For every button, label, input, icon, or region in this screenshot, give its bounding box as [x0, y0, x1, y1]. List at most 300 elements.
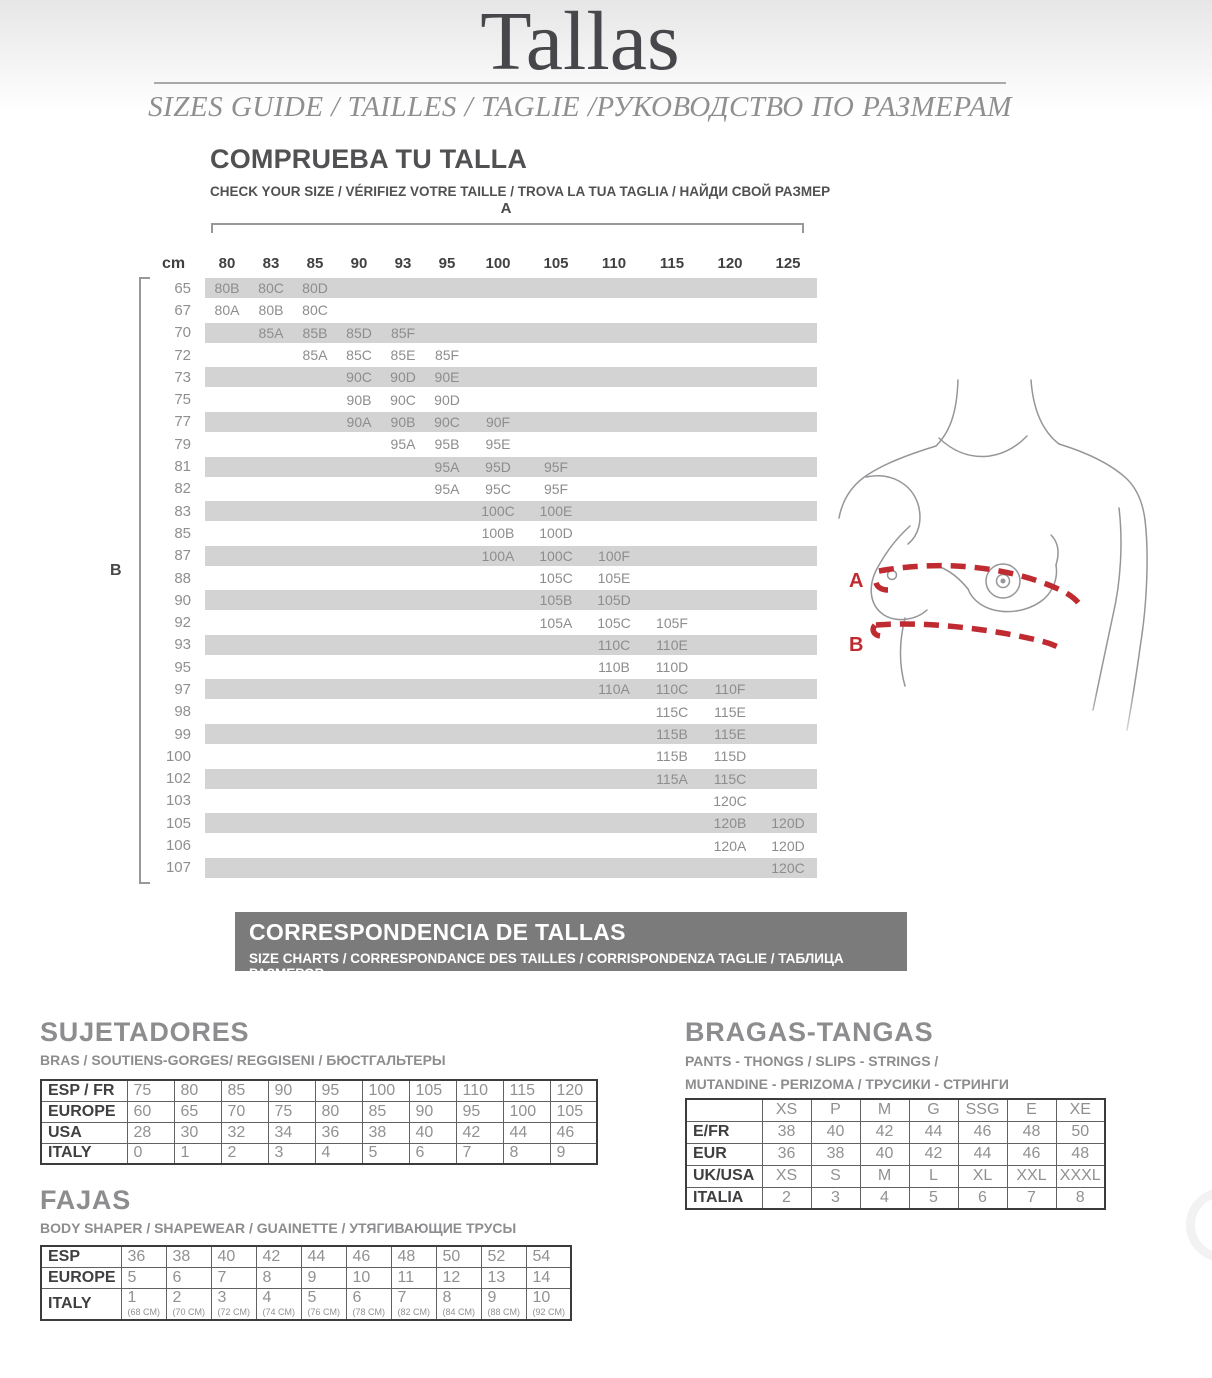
- value-note: (92 CM): [532, 1306, 566, 1317]
- size-value: [315, 1122, 362, 1143]
- value-text: 7: [462, 1144, 472, 1162]
- size-value: [166, 1267, 211, 1288]
- row-cells: [205, 523, 817, 543]
- size-matrix-row: [140, 388, 817, 410]
- value-text: 38: [172, 1247, 191, 1265]
- size-matrix-row: [140, 701, 817, 723]
- size-value: [301, 1246, 346, 1267]
- value-text: XL: [972, 1167, 993, 1184]
- table-row: [686, 1165, 1105, 1187]
- row-cells: [205, 300, 817, 320]
- size-cell: 80A: [214, 302, 240, 319]
- column-header: 85: [306, 254, 324, 272]
- size-cell: 115E: [714, 726, 746, 743]
- size-matrix-row: [140, 322, 817, 344]
- size-cell: 90C: [434, 413, 460, 430]
- size-cell: 100E: [539, 503, 573, 520]
- size-value: [166, 1288, 211, 1320]
- value-text: 44: [509, 1123, 528, 1141]
- size-value: [481, 1246, 526, 1267]
- row-label-cm: 107: [165, 859, 191, 877]
- value-text: 105: [415, 1081, 443, 1099]
- size-value: [481, 1267, 526, 1288]
- row-label-cm: 88: [174, 569, 191, 587]
- value-text: 2: [227, 1144, 237, 1162]
- size-value: [409, 1101, 456, 1122]
- size-value: [481, 1288, 526, 1320]
- bust-axis-label: A: [500, 200, 512, 217]
- value-text: 44: [307, 1247, 326, 1265]
- size-cell: 90F: [485, 413, 511, 430]
- table-row: [41, 1267, 571, 1288]
- size-value: [121, 1246, 166, 1267]
- value-text: 75: [133, 1081, 152, 1099]
- size-matrix-row: [140, 611, 817, 633]
- row-cells: [205, 457, 817, 477]
- size-value: [221, 1101, 268, 1122]
- size-value: [1056, 1143, 1105, 1165]
- size-cell: 85B: [302, 324, 328, 341]
- size-cell: 80C: [302, 302, 328, 319]
- size-value: [256, 1246, 301, 1267]
- size-cell: 110B: [598, 659, 630, 676]
- value-text: 50: [442, 1247, 461, 1265]
- size-matrix-row: [140, 790, 817, 812]
- size-cell: 90D: [434, 391, 460, 408]
- size-cell: 95F: [543, 458, 569, 475]
- size-value: [909, 1143, 958, 1165]
- size-cell: 85A: [258, 324, 284, 341]
- value-text: 10: [532, 1288, 551, 1306]
- size-value: [456, 1101, 503, 1122]
- value-text: 5: [929, 1188, 938, 1206]
- row-label: ITALY: [41, 1288, 121, 1320]
- size-value: [127, 1080, 174, 1101]
- size-cell: 90D: [390, 369, 416, 386]
- size-value: [256, 1288, 301, 1320]
- value-text: 65: [180, 1102, 199, 1120]
- size-matrix-row: [140, 299, 817, 321]
- row-cells: [205, 590, 817, 610]
- value-text: 90: [274, 1081, 293, 1099]
- row-label: ESP: [41, 1246, 121, 1267]
- row-label-cm: 85: [174, 524, 191, 542]
- row-cells: [205, 657, 817, 677]
- table-row: [41, 1101, 597, 1122]
- row-label-cm: 81: [174, 458, 191, 476]
- size-value: [860, 1187, 909, 1209]
- size-value: [811, 1187, 860, 1209]
- size-value: [550, 1143, 597, 1164]
- row-cells: [205, 679, 817, 699]
- row-label-cm: 90: [174, 591, 191, 609]
- pants-table-header-row: [686, 1099, 1105, 1121]
- size-cell: 95D: [485, 458, 511, 475]
- size-cell: 80B: [214, 280, 240, 297]
- row-label: EUR: [686, 1143, 762, 1165]
- size-value: [811, 1143, 860, 1165]
- row-label-cm: 77: [174, 413, 191, 431]
- size-value: [174, 1122, 221, 1143]
- row-label-cm: 102: [165, 770, 191, 788]
- size-cell: 105C: [597, 614, 631, 631]
- page-header: [2, 0, 1158, 124]
- size-value: [958, 1121, 1007, 1143]
- row-label: ITALY: [41, 1143, 127, 1164]
- correspondence-banner: [235, 912, 907, 981]
- column-header: 105: [543, 254, 569, 272]
- sujetadores-title: SUJETADORES: [40, 1017, 250, 1047]
- value-text: 6: [978, 1188, 987, 1206]
- size-value: [909, 1165, 958, 1187]
- table-row: [686, 1143, 1105, 1165]
- column-header: E: [1007, 1099, 1056, 1121]
- row-label-cm: 100: [165, 747, 191, 765]
- size-cell: 105C: [539, 570, 573, 586]
- value-text: XS: [775, 1167, 798, 1184]
- size-value: [762, 1165, 811, 1187]
- value-text: 13: [487, 1268, 506, 1286]
- size-value: [391, 1246, 436, 1267]
- value-text: 42: [262, 1247, 281, 1265]
- size-value: [909, 1187, 958, 1209]
- value-note: (74 CM): [262, 1306, 296, 1317]
- value-text: 8: [1075, 1188, 1085, 1206]
- diagram-underbust-label: B: [849, 634, 864, 656]
- size-matrix-row: [140, 634, 817, 656]
- table-row: [686, 1187, 1105, 1209]
- size-value: [550, 1122, 597, 1143]
- row-label-cm: 98: [174, 703, 191, 721]
- table-row: [41, 1246, 571, 1267]
- value-text: 11: [397, 1268, 415, 1286]
- column-header: 80: [218, 254, 236, 272]
- row-cells: [205, 702, 817, 722]
- value-text: 9: [556, 1144, 566, 1162]
- value-text: 32: [227, 1123, 246, 1141]
- size-matrix-row: [140, 834, 817, 856]
- row-cells: [205, 791, 817, 811]
- size-value: [909, 1121, 958, 1143]
- size-cell: 110A: [598, 681, 630, 698]
- value-text: 40: [826, 1123, 845, 1140]
- size-value: [503, 1080, 550, 1101]
- size-value: [221, 1080, 268, 1101]
- value-text: L: [929, 1167, 938, 1184]
- bragas-subtitle-1: PANTS - THONGS / SLIPS - STRINGS /: [685, 1053, 939, 1069]
- size-value: [1056, 1165, 1105, 1187]
- size-cell: 100B: [481, 525, 515, 542]
- size-value: [121, 1288, 166, 1320]
- size-matrix-row: [140, 678, 817, 700]
- header-empty-cell: [686, 1099, 762, 1121]
- size-cell: 90E: [434, 369, 460, 386]
- size-matrix-row: [140, 589, 817, 611]
- size-cell: 115A: [656, 770, 688, 787]
- row-label: EUROPE: [41, 1101, 127, 1122]
- value-text: 9: [487, 1288, 497, 1306]
- row-label-cm: 65: [174, 279, 191, 297]
- size-cell: 105D: [597, 592, 631, 609]
- size-cell: 120C: [713, 792, 747, 809]
- fajas-title: FAJAS: [40, 1185, 132, 1215]
- row-cells: [205, 546, 817, 566]
- size-cell: 85C: [346, 347, 372, 364]
- size-value: [436, 1288, 481, 1320]
- correspondence-subtitle: SIZE CHARTS / CORRESPONDANCE DES TAILLES / CORRISPONDENZA TAGLIE / ТАБЛИЦА РАЗМЕРОВ: [249, 951, 844, 981]
- row-cells: [205, 412, 817, 432]
- size-value: [174, 1101, 221, 1122]
- value-text: 105: [556, 1102, 584, 1120]
- size-value: [346, 1246, 391, 1267]
- check-size-subtitle: CHECK YOUR SIZE / VÉRIFIEZ VOTRE TAILLE / TROVA LA TUA TAGLIA / НАЙДИ СВОЙ РАЗМЕР: [210, 184, 831, 199]
- size-value: [127, 1143, 174, 1164]
- size-value: [958, 1165, 1007, 1187]
- value-text: 100: [368, 1081, 396, 1099]
- row-label: E/FR: [686, 1121, 762, 1143]
- page-title: Tallas: [480, 0, 680, 88]
- size-value: [550, 1101, 597, 1122]
- row-label: ITALIA: [686, 1187, 762, 1209]
- size-matrix-row: [140, 433, 817, 455]
- size-value: [211, 1288, 256, 1320]
- size-cell: 100F: [598, 547, 630, 564]
- value-note: (78 CM): [352, 1306, 386, 1317]
- size-cell: 120D: [771, 815, 805, 832]
- value-text: 44: [924, 1123, 943, 1140]
- size-cell: 120B: [713, 815, 747, 832]
- size-value: [256, 1267, 301, 1288]
- size-cell: 100C: [481, 503, 515, 520]
- size-value: [346, 1267, 391, 1288]
- size-value: [391, 1267, 436, 1288]
- size-matrix-row: [140, 277, 817, 299]
- value-text: 1: [127, 1288, 137, 1306]
- size-value: [958, 1143, 1007, 1165]
- size-value: [503, 1101, 550, 1122]
- value-text: 8: [262, 1268, 272, 1286]
- value-text: 40: [415, 1123, 434, 1141]
- column-header: 110: [601, 254, 627, 272]
- size-value: [268, 1122, 315, 1143]
- size-cell: 85F: [434, 347, 460, 364]
- size-value: [362, 1122, 409, 1143]
- size-matrix-row: [140, 455, 817, 477]
- value-text: 5: [307, 1288, 317, 1306]
- size-value: [811, 1165, 860, 1187]
- row-cells: [205, 278, 817, 298]
- size-cell: 90C: [390, 391, 416, 408]
- size-value: [762, 1143, 811, 1165]
- size-cell: 85F: [390, 324, 416, 341]
- value-text: 4: [880, 1188, 889, 1206]
- size-matrix-row: [140, 812, 817, 834]
- size-cell: 115B: [656, 748, 688, 765]
- value-text: 34: [274, 1123, 293, 1141]
- row-label-cm: 72: [174, 346, 191, 364]
- value-text: 38: [826, 1145, 845, 1162]
- column-header: XE: [1056, 1099, 1105, 1121]
- row-cells: [205, 568, 817, 588]
- size-value: [362, 1080, 409, 1101]
- column-header: 120: [717, 254, 743, 272]
- column-header: SSG: [958, 1099, 1007, 1121]
- size-value: [211, 1246, 256, 1267]
- pants-size-table: [685, 1098, 1106, 1210]
- size-cell: 100C: [539, 547, 573, 564]
- value-text: 60: [133, 1102, 152, 1120]
- size-matrix-header-cells: [205, 250, 817, 277]
- row-label-cm: 93: [174, 636, 191, 654]
- size-cell: 115E: [714, 703, 746, 720]
- row-cells: [205, 724, 817, 744]
- size-cell: 95F: [543, 480, 569, 497]
- value-text: 6: [415, 1144, 425, 1162]
- figure-fadeout: [830, 690, 1180, 768]
- size-value: [526, 1246, 571, 1267]
- value-text: 115: [509, 1081, 536, 1099]
- row-cells: [205, 434, 817, 454]
- value-text: 75: [274, 1102, 293, 1120]
- size-value: [550, 1080, 597, 1101]
- value-note: (72 CM): [217, 1306, 251, 1317]
- size-matrix-row: [140, 500, 817, 522]
- value-text: 54: [532, 1247, 551, 1265]
- row-label: ESP / FR: [41, 1080, 127, 1101]
- row-cells: [205, 613, 817, 633]
- size-matrix-row: [140, 745, 817, 767]
- value-text: 1: [180, 1144, 190, 1162]
- size-value: [409, 1080, 456, 1101]
- row-label-cm: 75: [174, 391, 191, 409]
- value-text: 2: [782, 1188, 791, 1206]
- size-value: [436, 1267, 481, 1288]
- row-cells: [205, 746, 817, 766]
- value-text: 36: [321, 1123, 340, 1141]
- value-text: 120: [556, 1081, 584, 1099]
- value-text: 70: [227, 1102, 246, 1120]
- size-cell: 120A: [713, 837, 747, 854]
- value-text: 36: [777, 1145, 796, 1162]
- value-text: 9: [307, 1268, 317, 1286]
- size-value: [1056, 1121, 1105, 1143]
- shapewear-size-table: [40, 1245, 572, 1321]
- size-value: [503, 1122, 550, 1143]
- size-cell: 90A: [346, 413, 372, 430]
- size-cell: 120D: [771, 837, 805, 854]
- size-matrix: [140, 250, 817, 879]
- sujetadores-subtitle: BRAS / SOUTIENS-GORGES/ REGGISENI / БЮСТГАЛЬТЕРЫ: [40, 1052, 446, 1068]
- size-value: [301, 1288, 346, 1320]
- page-subtitle: SIZES GUIDE / TAILLES / TAGLIE /РУКОВОДСТВО ПО РАЗМЕРАМ: [148, 91, 1012, 123]
- size-matrix-row: [140, 567, 817, 589]
- value-note: (70 CM): [172, 1306, 206, 1317]
- size-value: [811, 1121, 860, 1143]
- size-value: [346, 1288, 391, 1320]
- check-size-title: COMPRUEBA TU TALLA: [210, 144, 528, 174]
- bust-measure-line: [879, 566, 1080, 605]
- column-header: M: [860, 1099, 909, 1121]
- size-cell: 105E: [597, 570, 631, 586]
- value-text: 3: [217, 1288, 227, 1306]
- value-text: 7: [217, 1268, 227, 1286]
- value-note: (68 CM): [127, 1306, 161, 1317]
- value-text: 85: [368, 1102, 387, 1120]
- value-text: 48: [1022, 1123, 1041, 1140]
- value-text: 44: [973, 1145, 992, 1162]
- value-text: 40: [217, 1247, 236, 1265]
- row-cells: [205, 390, 817, 410]
- size-value: [391, 1288, 436, 1320]
- row-label: EUROPE: [41, 1267, 121, 1288]
- row-label-cm: 79: [174, 435, 191, 453]
- value-text: 80: [321, 1102, 340, 1120]
- size-cell: 105B: [539, 592, 573, 609]
- size-matrix-row: [140, 656, 817, 678]
- size-value: [456, 1122, 503, 1143]
- size-cell: 100A: [481, 547, 515, 564]
- value-text: 48: [397, 1247, 416, 1265]
- size-value: [211, 1267, 256, 1288]
- row-cells: [205, 769, 817, 789]
- size-cell: 95C: [485, 480, 511, 497]
- size-cell: 85E: [390, 347, 416, 364]
- size-value: [526, 1267, 571, 1288]
- bust-measure-line: [876, 574, 888, 590]
- column-header: 83: [262, 254, 280, 272]
- row-cells: [205, 367, 817, 387]
- column-header: 90: [350, 254, 368, 272]
- column-header: 100: [485, 254, 511, 272]
- row-label-cm: 92: [174, 614, 191, 632]
- value-text: 10: [352, 1268, 371, 1286]
- value-text: 38: [368, 1123, 387, 1141]
- value-note: (82 CM): [397, 1306, 431, 1317]
- column-header: P: [811, 1099, 860, 1121]
- size-value: [127, 1122, 174, 1143]
- size-cell: 95B: [434, 436, 460, 453]
- size-cell: 100D: [539, 525, 573, 542]
- value-text: 6: [352, 1288, 362, 1306]
- size-cell: 110C: [655, 681, 689, 698]
- value-text: 95: [462, 1102, 481, 1120]
- row-label-cm: 99: [174, 725, 191, 743]
- value-text: 46: [1022, 1145, 1041, 1162]
- column-header: G: [909, 1099, 958, 1121]
- value-text: 4: [321, 1144, 331, 1162]
- size-matrix-header-row: [140, 250, 817, 277]
- size-matrix-row: [140, 411, 817, 433]
- value-text: M: [877, 1167, 892, 1184]
- table-row: [41, 1122, 597, 1143]
- row-label-cm: 87: [174, 547, 191, 565]
- size-value: [860, 1121, 909, 1143]
- size-cell: 90B: [346, 391, 372, 408]
- size-cell: 85A: [302, 347, 328, 364]
- size-matrix-row: [140, 857, 817, 879]
- size-value: [121, 1267, 166, 1288]
- row-label-cm: 95: [174, 658, 191, 676]
- size-matrix-row: [140, 478, 817, 500]
- row-label: USA: [41, 1122, 127, 1143]
- size-cell: 110E: [656, 636, 688, 653]
- correspondence-title: CORRESPONDENCIA DE TALLAS: [249, 919, 626, 945]
- value-text: 0: [133, 1144, 143, 1162]
- bragas-title: BRAGAS-TANGAS: [685, 1017, 934, 1047]
- underbust-axis-label: B: [110, 562, 122, 579]
- size-value: [456, 1080, 503, 1101]
- size-cell: 95A: [434, 458, 460, 475]
